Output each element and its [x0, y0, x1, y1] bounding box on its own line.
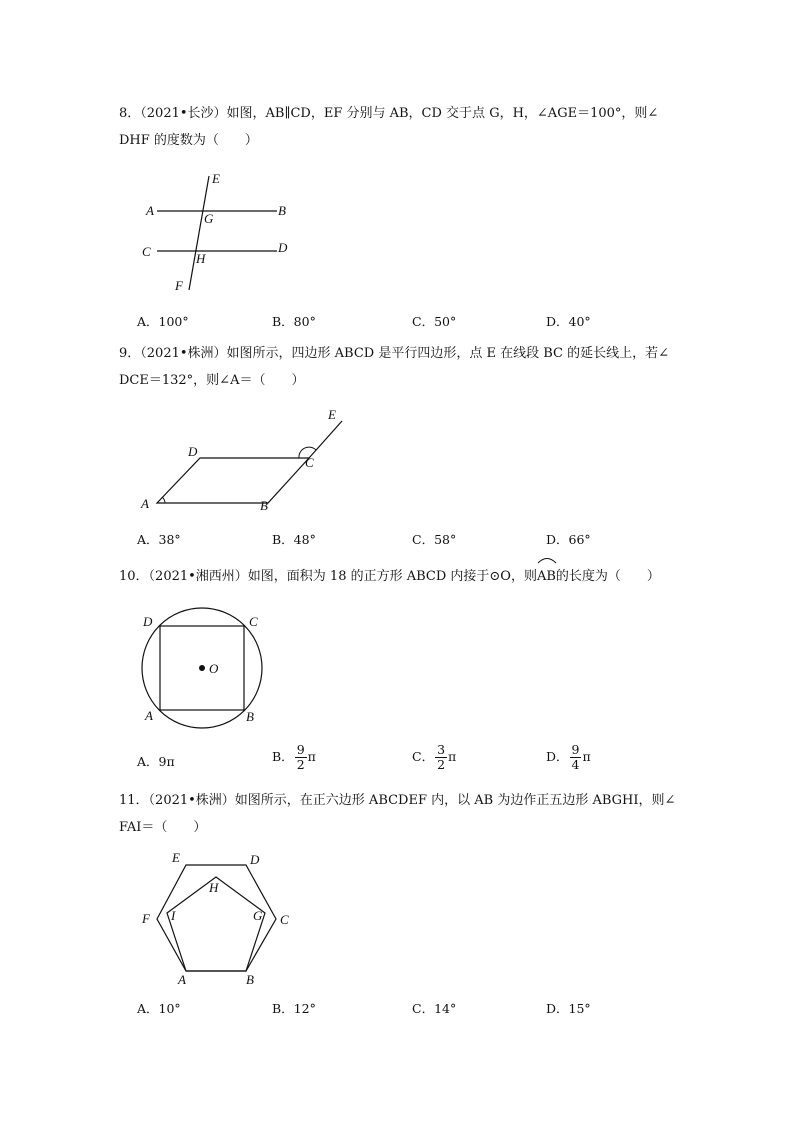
option-c-suffix: π — [448, 749, 457, 764]
option-b-numerator: 9 — [296, 742, 305, 757]
label-a: A — [141, 496, 149, 511]
question-8-text-line2: DHF 的度数为（ ） — [119, 133, 258, 148]
question-10-text-line1 — [119, 563, 660, 590]
option-c[interactable] — [412, 743, 456, 772]
option-b-denominator: 2 — [296, 757, 305, 772]
option-a[interactable]: A．100° — [137, 314, 189, 329]
question-11-figure — [135, 850, 305, 995]
option-c[interactable]: C．14° — [412, 1001, 457, 1016]
label-f: F — [142, 911, 150, 926]
question-9-text-line1: 9．（2021•株洲）如图所示，四边形 ABCD 是平行四边形，点 E 在线段 BC 的延长线上，若∠ — [119, 346, 669, 361]
option-d[interactable] — [546, 743, 591, 772]
option-b-fraction — [295, 743, 307, 772]
question-8-figure — [130, 170, 310, 300]
question-11-text-line1: 11．（2021•株洲）如图所示，在正六边形 ABCDEF 内，以 AB 为边作正五边形 ABGHI，则∠ — [119, 793, 676, 808]
option-c-denominator: 2 — [437, 757, 446, 772]
option-b-suffix: π — [307, 749, 316, 764]
question-10-figure — [135, 608, 285, 733]
label-e: E — [328, 407, 336, 422]
label-c: C — [142, 244, 151, 259]
question-9-figure — [135, 405, 355, 515]
label-a: A — [145, 708, 153, 723]
label-i: I — [171, 908, 176, 923]
option-b[interactable]: B．48° — [272, 532, 316, 547]
option-d-prefix: D． — [546, 749, 569, 764]
question-8-text-line1: 8．（2021•长沙）如图，AB∥CD，EF 分别与 AB，CD 交于点 G，H，∠AGE＝100°，则∠ — [119, 106, 659, 121]
option-b[interactable]: B．80° — [272, 314, 316, 329]
label-d: D — [250, 852, 260, 867]
label-c: C — [249, 614, 258, 629]
arc-ab-label: AB — [536, 569, 556, 584]
question-10-text-pre: 10．（2021•湘西州）如图，面积为 18 的正方形 ABCD 内接于⊙O，则 — [119, 569, 537, 584]
question-10-text-post: 的长度为（ ） — [555, 569, 660, 584]
option-d[interactable]: D．15° — [546, 1001, 591, 1016]
label-c: C — [305, 455, 314, 470]
option-d-denominator: 4 — [571, 757, 580, 772]
angle-a-mark — [162, 497, 165, 503]
question-9-text-line2: DCE＝132°，则∠A＝（ ） — [119, 373, 305, 388]
option-c-numerator: 3 — [437, 742, 446, 757]
label-g: G — [204, 211, 214, 226]
option-b[interactable] — [272, 743, 316, 772]
option-d-fraction — [570, 743, 582, 772]
option-d[interactable]: D．66° — [546, 532, 591, 547]
label-g: G — [253, 908, 263, 923]
option-a[interactable]: A．9π — [137, 754, 175, 769]
option-a[interactable]: A．10° — [137, 1001, 181, 1016]
label-f: F — [175, 278, 183, 293]
label-h: H — [209, 880, 219, 895]
option-d-numerator: 9 — [571, 742, 580, 757]
question-11-text-line2: FAI＝（ ） — [119, 820, 207, 835]
label-a: A — [146, 203, 154, 218]
option-b-prefix: B． — [272, 749, 294, 764]
center-point-o — [199, 665, 205, 671]
line-ef — [189, 176, 209, 290]
label-d: D — [143, 614, 153, 629]
option-c-fraction — [435, 743, 447, 772]
line-ce-extension — [309, 421, 342, 458]
label-e: E — [212, 171, 220, 186]
label-e: E — [172, 850, 180, 865]
label-a: A — [178, 972, 186, 987]
label-d: D — [188, 444, 198, 459]
option-a[interactable]: A．38° — [137, 532, 181, 547]
option-c[interactable]: C．58° — [412, 532, 457, 547]
parallelogram-abcd — [157, 458, 309, 503]
question-9 — [119, 340, 669, 394]
label-b: B — [246, 972, 254, 987]
option-c[interactable]: C．50° — [412, 314, 457, 329]
question-8 — [119, 100, 658, 154]
arc-overline-icon — [537, 556, 557, 564]
label-c: C — [280, 912, 289, 927]
label-b: B — [246, 709, 254, 724]
option-b[interactable]: B．12° — [272, 1001, 316, 1016]
label-h: H — [196, 251, 206, 266]
arc-ab-notation — [537, 563, 556, 590]
label-b: B — [278, 203, 286, 218]
option-d-suffix: π — [582, 749, 591, 764]
option-c-prefix: C． — [412, 749, 435, 764]
label-d: D — [278, 240, 288, 255]
question-10 — [119, 563, 660, 590]
label-b: B — [260, 498, 268, 513]
label-o: O — [209, 661, 219, 676]
question-11 — [119, 787, 675, 841]
option-d[interactable]: D．40° — [546, 314, 591, 329]
